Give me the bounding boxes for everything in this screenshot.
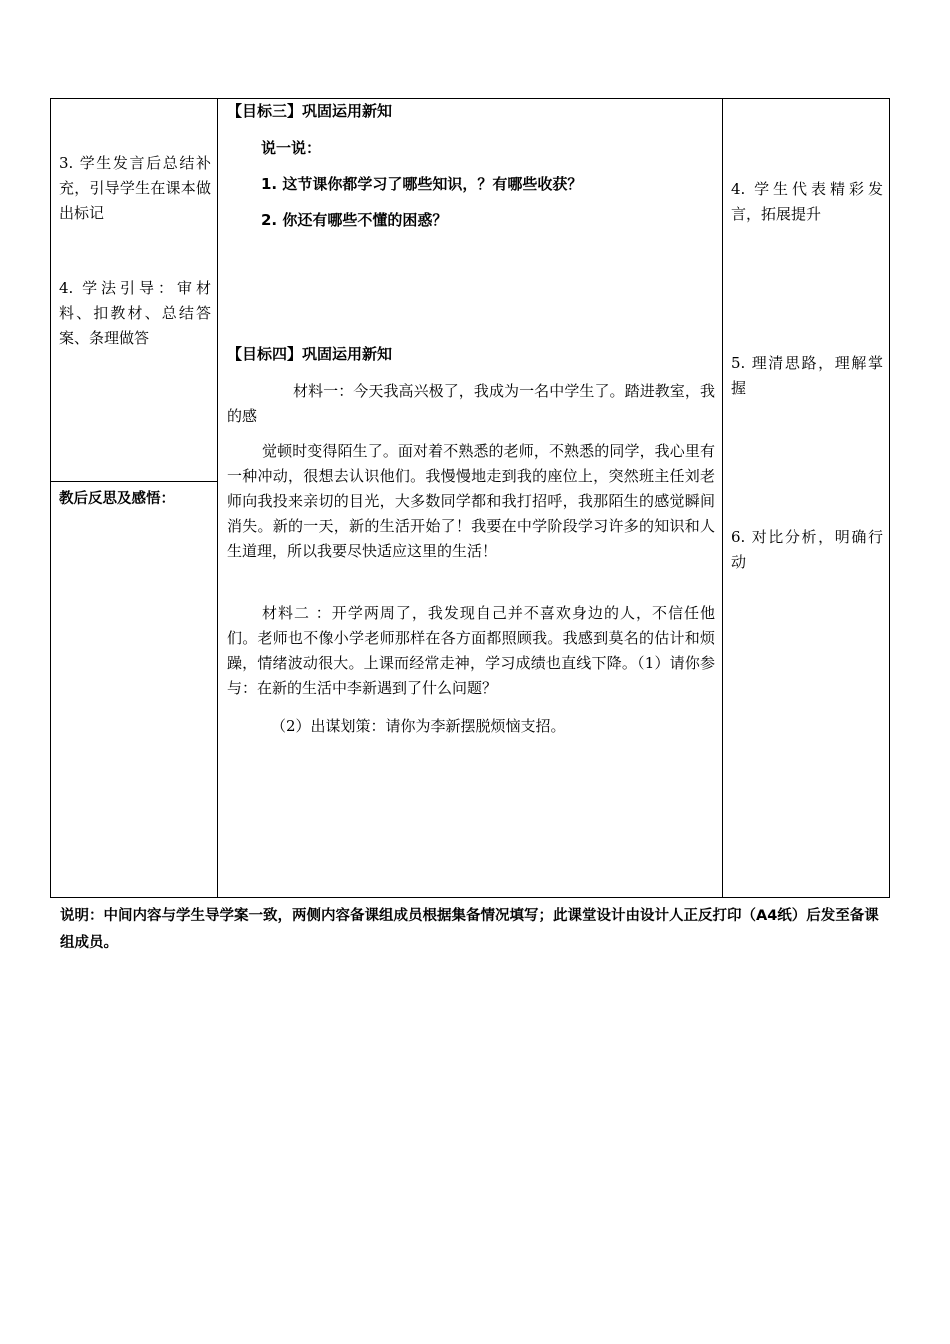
column-divider-left (217, 99, 218, 897)
goal4-title: 【目标四】巩固运用新知 (227, 345, 393, 363)
question-1: 1. 这节课你都学习了哪些知识，？有哪些收获？ (261, 175, 583, 193)
question-2: 2. 你还有哪些不懂的困惑？ (261, 211, 448, 229)
lesson-table (50, 98, 890, 898)
row-divider-left (51, 481, 217, 482)
material-1-intro: 材料一：今天我高兴极了，我成为一名中学生了。踏进教室，我的感 (227, 382, 715, 425)
goal3-title: 【目标三】巩固运用新知 (227, 102, 393, 120)
right-item-6: 6. 对比分析，明确行动 (731, 528, 883, 571)
question-sub-2: （2）出谋划策：请你为李新摆脱烦恼支招。 (271, 717, 566, 735)
say-title: 说一说： (261, 139, 322, 157)
reflection-label: 教后反思及感悟： (59, 491, 175, 507)
left-item-3: 3. 学生发言后总结补充，引导学生在课本做出标记 (59, 154, 211, 222)
column-divider-right (722, 99, 723, 897)
footer-note: 说明：中间内容与学生导学案一致，两侧内容备课组成员根据集备情况填写；此课堂设计由设计人正反打印（A4纸）后发至备课组成员。 (60, 908, 879, 951)
right-item-5: 5. 理清思路，理解掌握 (731, 354, 883, 397)
material-2: 材料二 ：开学两周了，我发现自己并不喜欢身边的人，不信任他们。老师也不像小学老师那样在各方面都照顾我。我感到莫名的估计和烦躁，情绪波动很大。上课而经常走神，学习成绩也直线下降。（1）请你参与：在新的生活中李新遇到了什么问题？ (227, 604, 715, 697)
left-item-4: 4. 学法引导：审材料、扣教材、总结答案、条理做答 (59, 279, 211, 347)
right-item-4: 4. 学生代表精彩发言，拓展提升 (731, 180, 883, 223)
material-1-body: 觉顿时变得陌生了。面对着不熟悉的老师，不熟悉的同学，我心里有一种冲动，很想去认识他们。我慢慢地走到我的座位上，突然班主任刘老师向我投来亲切的目光，大多数同学都和我打招呼，我那陌生的感觉瞬间消失。新的一天，新的生活开始了！我要在中学阶段学习许多的知识和人生道理，所以我要尽快适应这里的生活！ (227, 442, 715, 560)
